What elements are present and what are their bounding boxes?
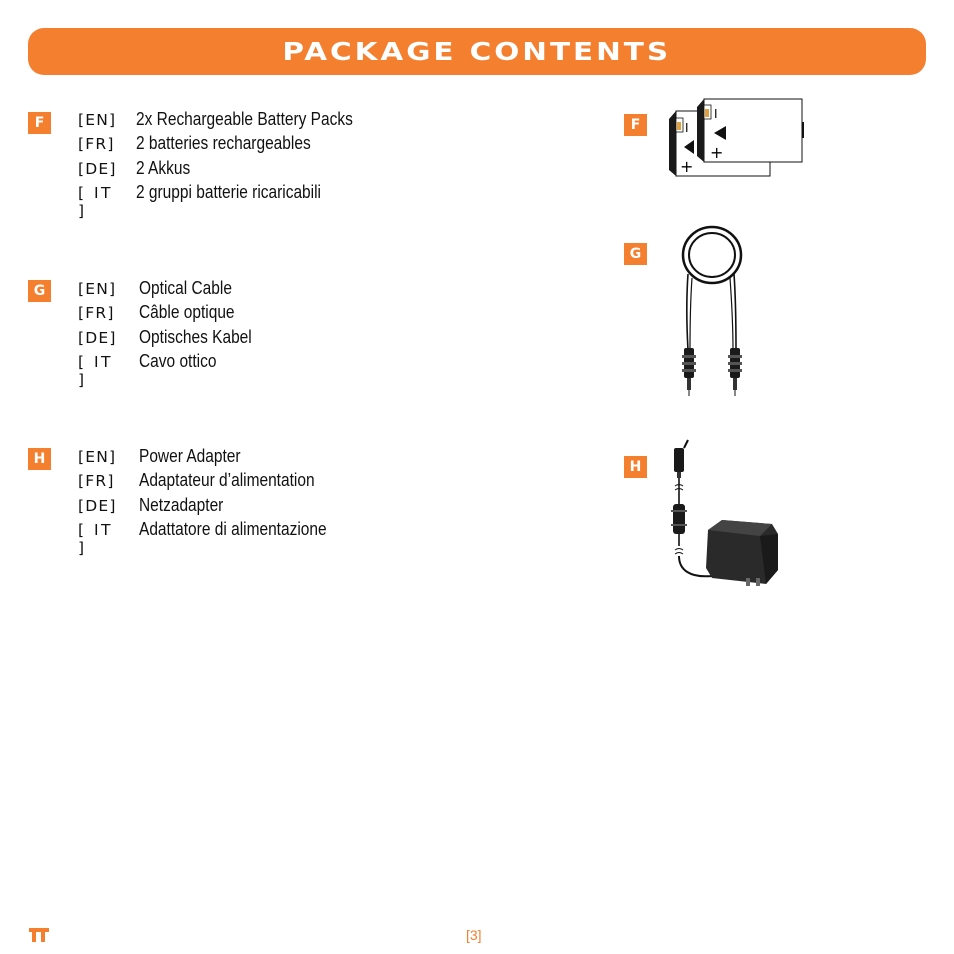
lang-code: [EN]	[78, 448, 117, 466]
lang-code: [ IT ]	[78, 183, 114, 220]
list-item	[78, 350, 270, 389]
svg-text:I: I	[685, 121, 689, 135]
list-item	[78, 181, 388, 220]
item-section-f	[78, 109, 388, 220]
list-item	[78, 518, 357, 557]
list-item	[78, 109, 388, 133]
item-text: Adaptateur d’alimentation	[139, 470, 315, 491]
item-section-h	[78, 446, 357, 557]
lang-code: [ IT ]	[78, 520, 114, 557]
item-text: Câble optique	[139, 302, 235, 323]
lang-code: [EN]	[78, 111, 117, 129]
page-number: [3]	[466, 927, 482, 943]
illustration-badge-h: H	[624, 456, 647, 478]
lang-code: [DE]	[78, 159, 117, 178]
list-item	[78, 470, 357, 494]
list-item	[78, 446, 357, 470]
page-title: PACKAGE CONTENTS	[282, 37, 672, 66]
lang-code: [DE]	[78, 496, 117, 515]
power-brick-icon	[706, 520, 778, 586]
lang-code: [FR]	[78, 135, 115, 154]
lang-code: [EN]	[78, 280, 117, 298]
dc-plug-icon	[674, 440, 688, 478]
list-item	[78, 302, 270, 326]
item-text: Netzadapter	[139, 494, 224, 515]
optical-plug-left-icon	[682, 348, 696, 396]
title-bar	[28, 28, 926, 75]
item-text: Optisches Kabel	[139, 326, 252, 347]
lang-code: [FR]	[78, 472, 115, 491]
optical-cable-icon	[683, 227, 741, 350]
lang-code: [DE]	[78, 328, 117, 347]
list-item	[78, 327, 270, 351]
item-text: Power Adapter	[139, 446, 241, 466]
list-item	[78, 495, 357, 519]
item-badge-f: F	[28, 112, 51, 134]
battery-packs-illustration	[660, 92, 810, 182]
item-text: Optical Cable	[139, 278, 232, 298]
item-text: 2 gruppi batterie ricaricabili	[136, 181, 321, 202]
power-adapter-illustration	[660, 438, 790, 588]
svg-text:+: +	[710, 143, 724, 162]
optical-plug-right-icon	[728, 348, 742, 396]
item-badge-g: G	[28, 280, 51, 302]
svg-text:+: +	[680, 157, 694, 176]
lang-code: [ IT ]	[78, 352, 114, 389]
svg-text:I: I	[714, 107, 718, 121]
list-item	[78, 133, 388, 157]
item-text: Adattatore di alimentazione	[139, 518, 327, 539]
ferrite-core-icon	[671, 504, 687, 534]
item-section-g	[78, 278, 270, 389]
battery-front-icon	[697, 99, 804, 162]
illustration-badge-f: F	[624, 114, 647, 136]
lang-code: [FR]	[78, 304, 115, 323]
tritton-logo-icon	[29, 928, 49, 942]
illustration-badge-g: G	[624, 243, 647, 265]
item-text: 2x Rechargeable Battery Packs	[136, 109, 353, 129]
list-item	[78, 278, 270, 302]
item-text: 2 batteries rechargeables	[136, 133, 311, 154]
list-item	[78, 158, 388, 182]
optical-cable-illustration	[660, 222, 760, 400]
item-text: 2 Akkus	[136, 157, 191, 178]
item-badge-h: H	[28, 448, 51, 470]
item-text: Cavo ottico	[139, 350, 217, 371]
